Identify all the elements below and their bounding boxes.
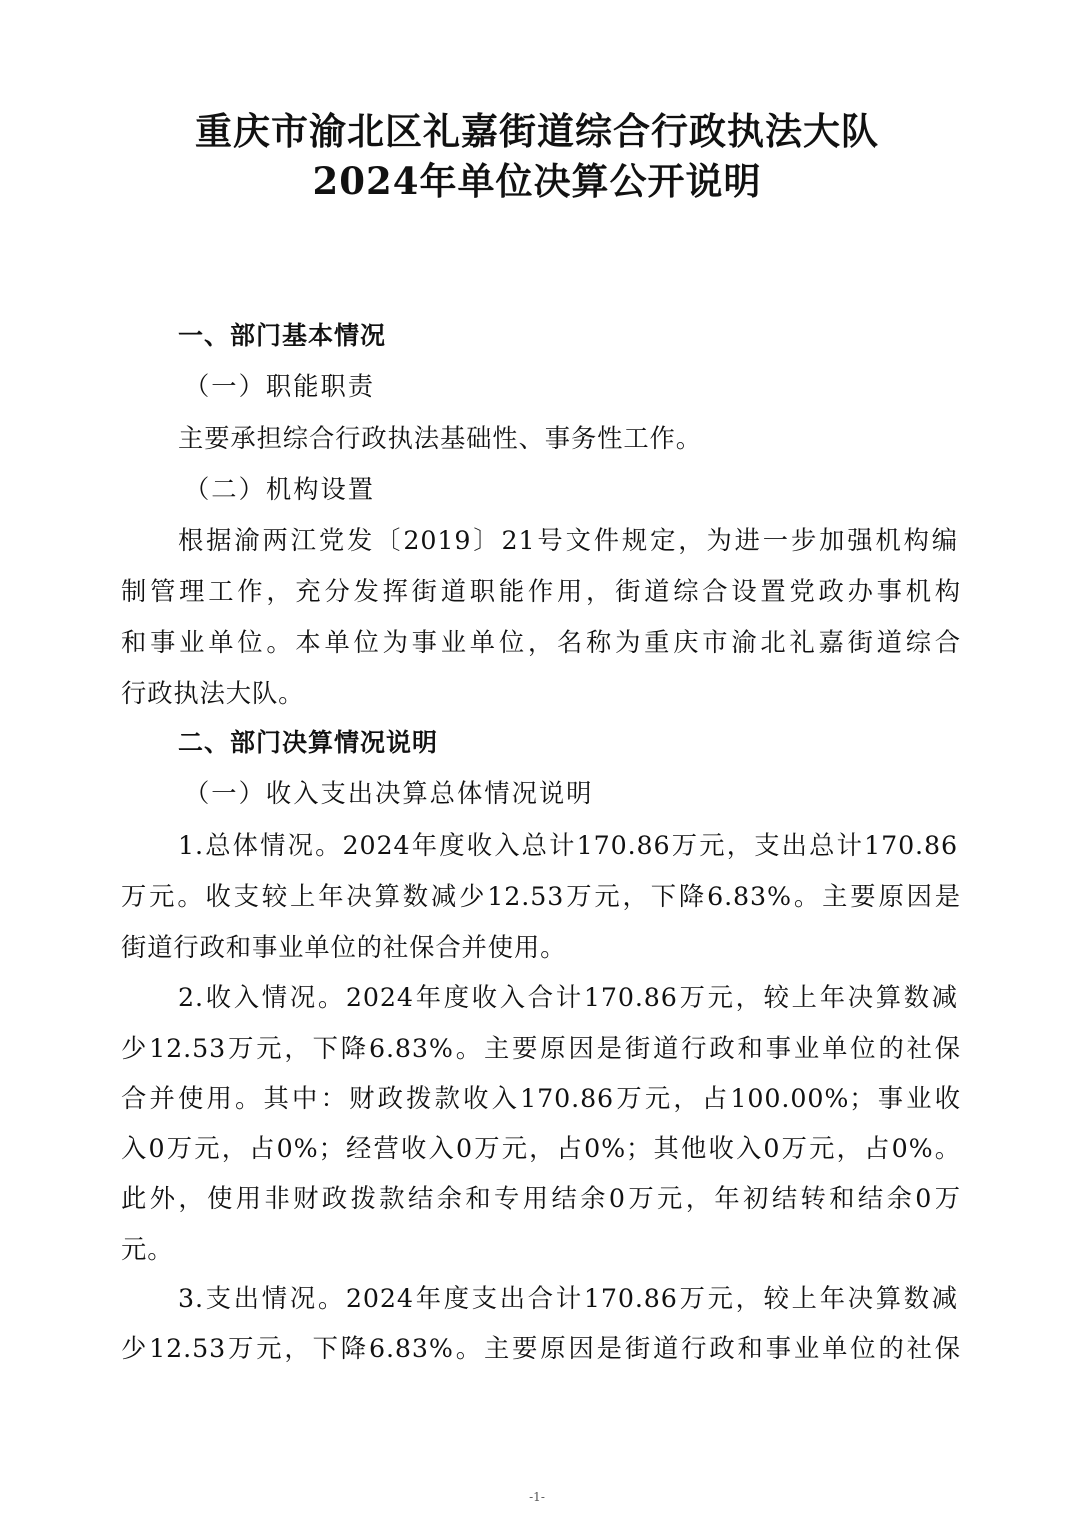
document-title-line-2: 2024年单位决算公开说明 [312, 159, 762, 203]
subheading-duties: （一）职能职责 [184, 372, 376, 401]
paragraph-income-line: 合并使用。其中：财政拨款收入170.86万元，占100.00%；事业收 [121, 1084, 961, 1113]
paragraph-income-line: 元。 [121, 1235, 174, 1264]
paragraph-expenditure-line: 3.支出情况。2024年度支出合计170.86万元，较上年决算数减 [178, 1284, 958, 1313]
paragraph-income-line: 2.收入情况。2024年度收入合计170.86万元，较上年决算数减 [178, 983, 958, 1012]
paragraph-overall-line: 万元。收支较上年决算数减少12.53万元，下降6.83%。主要原因是 [121, 882, 961, 911]
paragraph-organization-line: 制管理工作，充分发挥街道职能作用，街道综合设置党政办事机构 [121, 577, 961, 606]
paragraph-income-line: 此外，使用非财政拨款结余和专用结余0万元，年初结转和结余0万 [121, 1184, 961, 1213]
paragraph-organization-line: 行政执法大队。 [121, 679, 305, 708]
paragraph-overall-line: 街道行政和事业单位的社保合并使用。 [121, 933, 567, 962]
section-heading-basic-info: 一、部门基本情况 [178, 321, 387, 350]
paragraph-organization-line: 和事业单位。本单位为事业单位，名称为重庆市渝北礼嘉街道综合 [121, 628, 961, 657]
paragraph-income-line: 入0万元，占0%；经营收入0万元，占0%；其他收入0万元，占0%。 [121, 1134, 961, 1163]
paragraph-expenditure-line: 少12.53万元，下降6.83%。主要原因是街道行政和事业单位的社保 [121, 1334, 961, 1363]
document-title-line-1: 重庆市渝北区礼嘉街道综合行政执法大队 [195, 109, 879, 153]
page-number: -1- [529, 1490, 545, 1504]
subheading-income-expenditure-overview: （一）收入支出决算总体情况说明 [184, 779, 594, 808]
paragraph-income-line: 少12.53万元，下降6.83%。主要原因是街道行政和事业单位的社保 [121, 1034, 961, 1063]
subheading-organization: （二）机构设置 [184, 475, 376, 504]
section-heading-final-accounts: 二、部门决算情况说明 [178, 728, 439, 757]
paragraph-duties: 主要承担综合行政执法基础性、事务性工作。 [178, 424, 702, 453]
paragraph-organization-line: 根据渝两江党发〔2019〕21号文件规定，为进一步加强机构编 [178, 526, 958, 555]
paragraph-overall-line: 1.总体情况。2024年度收入总计170.86万元，支出总计170.86 [178, 831, 958, 860]
